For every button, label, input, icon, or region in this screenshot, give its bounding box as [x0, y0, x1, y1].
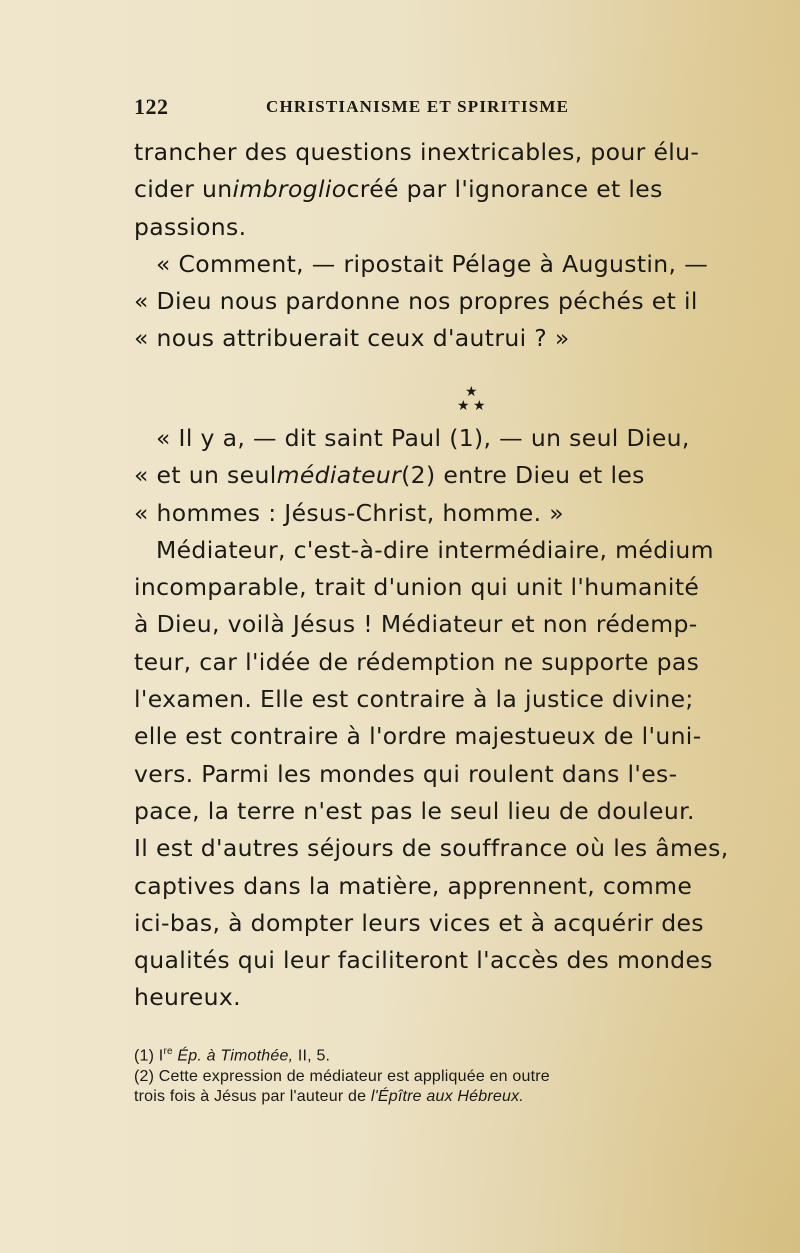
text-line: à Dieu, voilà Jésus ! Médiateur et non rédemp-: [134, 610, 698, 639]
star-icon: ★: [465, 384, 478, 400]
text-line: ici-bas, à dompter leurs vices et à acquérir des: [134, 908, 704, 937]
footnote-1: (1) Ire Ép. à Timothée, II, 5.: [134, 1046, 331, 1065]
footnotes: [134, 1042, 704, 1108]
star-icon: ★: [473, 398, 486, 414]
star-icon: ★: [457, 398, 470, 414]
page-number: 122: [134, 94, 169, 119]
quote-line: « Dieu nous pardonne nos propres péchés et il: [134, 287, 698, 316]
body-text-top: [134, 134, 709, 358]
quote-line: « Comment, — ripostait Pélage à Augustin, —: [156, 249, 709, 278]
footnote-2-continued: trois fois à Jésus par l'auteur de l'Épître aux Hébreux.: [134, 1088, 524, 1106]
footnote-2: (2) Cette expression de médiateur est appliquée en outre: [134, 1067, 550, 1085]
text-line: captives dans la matière, apprennent, comme: [134, 871, 693, 900]
text-line: vers. Parmi les mondes qui roulent dans l'es-: [134, 759, 678, 788]
text-line: incomparable, trait d'union qui unit l'humanité: [134, 573, 700, 602]
italic-term: médiateur: [276, 461, 402, 490]
quote-line: « Il y a, — dit saint Paul (1), — un seul Dieu,: [156, 424, 690, 452]
text-line: elle est contraire à l'ordre majestueux de l'uni-: [134, 722, 702, 751]
running-head: [134, 94, 734, 118]
quote-line: « hommes : Jésus-Christ, homme. »: [134, 498, 564, 527]
text-line: Il est d'autres séjours de souffrance où les âmes,: [134, 834, 729, 863]
quote-line: « et un seul médiateur (2) entre Dieu et les: [134, 457, 709, 494]
quote-line: « nous attribuerait ceux d'autrui ? »: [134, 324, 570, 353]
text-line: Médiateur, c'est-à-dire intermédiaire, médium: [156, 535, 714, 564]
text-line: passions.: [134, 212, 247, 241]
body-text-bottom: [134, 420, 729, 1017]
text-line: qualités qui leur faciliteront l'accès des mondes: [134, 946, 713, 975]
text-line: l'examen. Elle est contraire à la justice divine;: [134, 685, 694, 714]
italic-term: imbroglio: [232, 175, 347, 204]
text-line: teur, car l'idée de rédemption ne supporte pas: [134, 647, 700, 676]
text-line: cider un imbroglio créé par l'ignorance et les: [134, 171, 709, 208]
text-line: heureux.: [134, 983, 241, 1012]
text-line: trancher des questions inextricables, pour élu-: [134, 138, 700, 166]
text-line: pace, la terre n'est pas le seul lieu de douleur.: [134, 796, 695, 825]
asterism-divider: [0, 385, 800, 425]
running-title: CHRISTIANISME ET SPIRITISME: [266, 97, 570, 116]
